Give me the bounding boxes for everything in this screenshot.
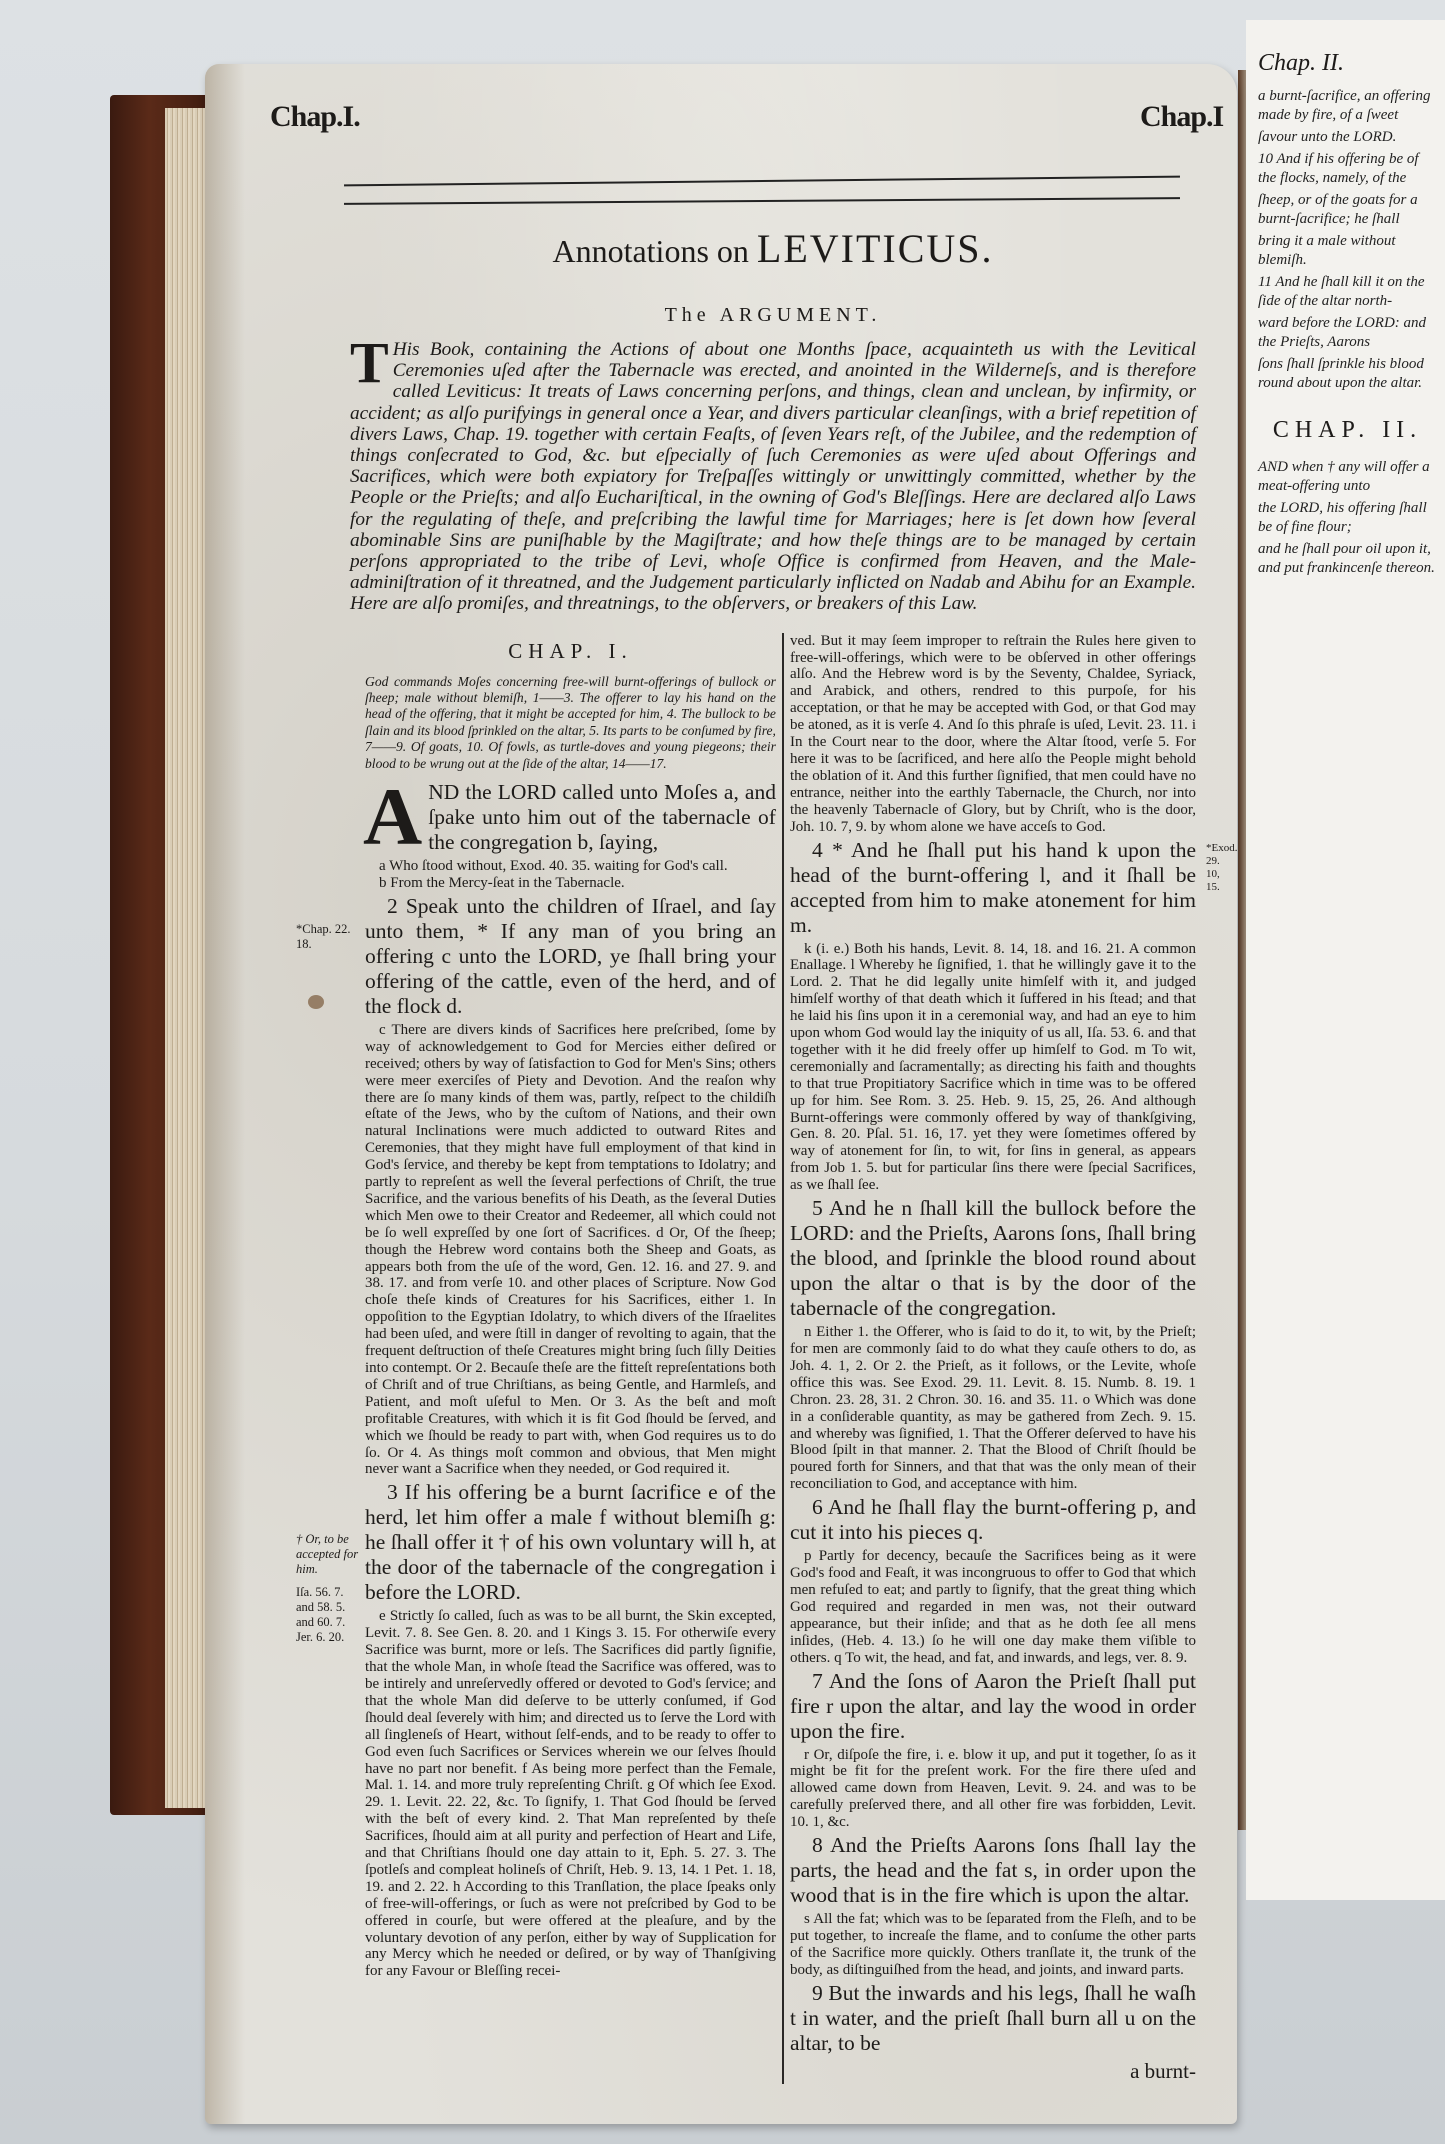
annotation: [790, 1324, 1196, 1493]
text: 4 * And he ſhall put his hand k upon the head of the burnt-offering l, and it ſhall be accepted from him to make atonement for him m.: [789, 837, 1196, 937]
text: a Who ſtood without, Exod. 40. 35. waiting for God's call.: [379, 858, 728, 875]
annotation: [365, 858, 776, 875]
margin-note: *Chap. 22. 18.: [296, 921, 351, 951]
text: p Partly for decency, becauſe the Sacrifices being as it were God's food and Feaſt, it was incongruous to offer to God that which men refuſed to eat; and partly to ſignify, that the great thing which God required and regarded in men was, not their outward appearance, but their inſide; and that as he doth ſee all mens inſides, (Heb. 4. 13.) ſo he will one day make them viſible to others. q To wit, the head, and fat, and inwards, and legs, ver. 8. 9.: [789, 1548, 1196, 1666]
text: e Strictly ſo called, ſuch as was to be all burnt, the Skin excepted, Levit. 7. 8. See Gen. 8. 20. and 1 Kings 3. 15. For otherwiſe every Sacrifice was burnt, more or leſs. The Sacrifices did partly ſignifie, that the whole Man, in whoſe ſtead the Sacrifice was offered, was to be intirely and unreſervedly offered or devoted to God's ſervice; and that the whole Man did deſerve to be utterly conſumed, if God ſhould deal ſeverely with him; and directed us to ſerve the Lord with all ſingleneſs of Heart, without ſelf-ends, and to be ready to offer to God even ſuch Sacrifices or Services wherein we our ſelves ſhould have no part nor benefit. f As being more perfect than the Female, Mal. 1. 14. and more truly repreſenting Chriſt. g Of which ſee Exod. 29. 1. Levit. 22. 22, &c. To ſignify, 1. That God ſhould be ſerved with the beſt of every kind. 2. That Man repreſented by theſe Sacrifices, ſhould aim at all purity and perfection of Heart and Life, and that Chriſtians ſhould one day attain to it, Eph. 5. 27. 3. The ſpotleſs and compleat holineſs of Chriſt, Heb. 9. 13, 14. 1 Pet. 1. 18, 19. and 2. 22. h According to this Tranſlation, the place ſpeaks only of free-will-offerings, or ſuch as were not preſcribed by God to be offered in courſe, but were offered at the pleaſure, and by the voluntary devotion of any perſon, either by way of Supplication for any Mercy which he needed or deſired, or by way of Thanſgiving for any Favour or Bleſſing recei-: [365, 1608, 776, 1980]
foxing-stain: [308, 995, 324, 1009]
text: 7 And the ſons of Aaron the Prieſt ſhall put fire r upon the altar, and lay the wood in order upon the fire.: [789, 1668, 1196, 1743]
text: 6 And he ſhall flay the burnt-offering p, and cut it into his pieces q.: [789, 1495, 1196, 1545]
facing-page-line: the LORD, his offering ſhall be of fine flour;: [1258, 500, 1427, 535]
facing-page-line: and he ſhall pour oil upon it, and put frankincenſe thereon.: [1258, 541, 1435, 576]
drop-cap: A: [363, 771, 423, 863]
book-gutter: [1238, 70, 1246, 1830]
text: ND the LORD called unto Moſes a, and ſpake unto him out of the tabernacle of the congregation b, ſaying,: [428, 780, 776, 855]
argument-heading: The ARGUMENT.: [664, 304, 882, 326]
text: ved. But it may ſeem improper to reſtrain the Rules here given to free-will-offerings, which were to be obſerved in other offerings alſo. And the Hebrew word is by the Seventy, Chaldee, Syriack, and Arabick, and others, rendred to this purpoſe, for his acceptation, or that he may be accepted with God, or that God may be atoned, as it is verſe 4. And ſo this phraſe is uſed, Levit. 23. 11. i In the Court near to the door, where the Altar ſtood, verſe 5. For here it was to be ſacrificed, and here alſo the People might behold the oblation of it. And this further ſignified, that men could have no entrance, neither into the earthly Tabernacle, the Church, nor into the heavenly Tabernacle of Glory, but by Chriſt, who is the door, Joh. 10. 7, 9. by whom alone we have acceſs to God.: [789, 632, 1196, 835]
annotation: [790, 1911, 1196, 1979]
catchword: [790, 2059, 1196, 2084]
verse: [363, 771, 776, 863]
running-head-right: Chap.I: [1140, 100, 1224, 133]
facing-page-text: [1258, 458, 1437, 578]
verse: [365, 894, 776, 1019]
page-shadow: [205, 64, 245, 2124]
text: n Either 1. the Offerer, who is ſaid to do it, to wit, by the Prieſt; for men are commonly ſaid to do what they cauſe others to do, as Joh. 4. 1, 2. Or 2. the Prieſt, as it follows, or the Levite, whoſe office this was. See Exod. 29. 11. Levit. 8. 15. Numb. 8. 19. 1 Chron. 23. 28, 31. 2 Chron. 30. 16. and 35. 11. o Which was done in a conſiderable quantity, as may be gathered from Zech. 9. 15. and whereby was ſignified, 1. That the Offerer deſerved to have his Blood ſpilt in that manner. 2. That the Blood of Chriſt ſhould be poured forth for Sinners, and that that was the only mean of their reconciliation to God, and acceptance with him.: [789, 1324, 1196, 1493]
annotation: [790, 941, 1196, 1195]
facing-page-line: ward before the LORD: and the Prieſts, Aarons: [1258, 315, 1427, 350]
text: 5 And he n ſhall kill the bullock before the LORD: and the Prieſts, Aarons ſons, ſhall bring the blood, and ſprinkle the blood round about upon the altar o that is by the door of the tabernacle of the congregation.: [789, 1196, 1196, 1321]
facing-running-head: Chap. II.: [1258, 50, 1344, 76]
facing-page-line: 11 And he ſhall kill it on the ſide of the altar north-: [1258, 274, 1425, 309]
verse: [365, 1480, 776, 1605]
argument-text: [350, 330, 1196, 615]
left-column: [365, 633, 776, 2084]
chapter-heading: [365, 639, 776, 664]
facing-page-line: 10 And if his offering be of the flocks, namely, of the: [1258, 151, 1419, 186]
chapter-summary: [365, 674, 776, 772]
margin-note: † Or, to be accepted for him.: [296, 1532, 359, 1577]
text: k (i. e.) Both his hands, Levit. 8. 14, 18. and 16. 21. A common Enallage. l Whereby he ſignified, 1. that he willingly gave it to the Lord. 2. That he did legally unite himſelf with it, and judged himſelf worthy of that death which it ſuffered in his ſtead; and that he laid his ſins upon it in a ceremonial way, and had an eye to him upon whom God would lay the iniquity of us all, Iſa. 53. 6. and that together with it he did freely offer up himſelf to God. m To wit, ceremonially and ſacramentally; as directing his faith and thoughts to that true Propitiatory Sacrifice which in time was to be offered up for him. See Rom. 3. 25. Heb. 9. 15, 25, 26. And although Burnt-offerings were commonly offered by way of thankſgiving, Gen. 8. 20. Pſal. 51. 16, 17. yet they were ſometimes offered by way of atonement for ſin, to wit, for ſins in general, as appears from Job 1. 5. but for particular ſins there were ſpecial Sacrifices, as we ſhall ſee.: [789, 940, 1196, 1194]
argument-body: His Book, containing the Actions of about one Months ſpace, acquainteth us with the Levitical Ceremonies uſed after the Tabernacle was erected, and anointed in the Wilderneſs, and is therefore called Leviticus: It treats of Laws concerning perſons, and things, clean and unclean, by infirmity, or accident; as alſo purifyings in general once a Year, and divers particular cleanſings, with a brief repetition of divers Laws, Chap. 19. together with certain Feaſts, of ſeven Years reſt, of the Jubilee, and the redemption of things conſecrated to God, &c. but eſpecially of ſuch Ceremonies as were uſed about Offerings and Sacrifices, which were both expiatory for Treſpaſſes wittingly or unwittingly committed, whether by the People or the Prieſts; and alſo Euchariſtical, in the owning of God's Bleſſings. Here are declared alſo Laws for the regulating of theſe, and preſcribing the lawful time for Marriages; here is ſet down how ſeveral abominable Sins are puniſhable by the Magiſtrate; and how theſe things are to be managed by certain perſons appropriated to the tribe of Levi, whoſe Office is confirmed from Heaven, and the Male-adminiſtration of it threatned, and the Judgement particularly inflicted on Nadab and Abihu for an Example. Here are alſo promiſes, and threatnings, to the obſervers, or breakers of this Law.: [350, 339, 1196, 615]
verse: [790, 1669, 1196, 1744]
verse: [790, 1981, 1196, 2056]
facing-page-line: a burnt-ſacrifice, an offering made by fire, of a ſweet: [1258, 88, 1431, 123]
annotation: [790, 1548, 1196, 1666]
text: God commands Moſes concerning free-will burnt-offerings of bullock or ſheep; male without blemiſh, 1——3. The offerer to lay his hand on the head of the offering, that it might be accepted for him, 4. The bullock to be ſlain and its blood ſprinkled on the altar, 5. Its parts to be conſumed by fire, 7——9. Of goats, 10. Of fowls, as turtle-doves and young piegeons; their blood to be wrung out at the ſide of the altar, 14——17.: [365, 673, 776, 771]
annotation: [790, 1747, 1196, 1832]
annotation: [365, 1022, 776, 1478]
facing-page-line: AND when † any will offer a meat-offering unto: [1258, 459, 1430, 494]
annotation: [365, 875, 776, 892]
title-book: LEVITICUS.: [756, 226, 994, 271]
facing-page-line: bring it a male without blemiſh.: [1258, 233, 1396, 268]
facing-page-line: ſheep, or of the goats for a burnt-ſacrifice; he ſhall: [1258, 192, 1418, 227]
columns: [365, 633, 1196, 2084]
facing-page-line: ſons ſhall ſprinkle his blood round about upon the altar.: [1258, 356, 1424, 391]
margin-note: Iſa. 56. 7. and 58. 5. and 60. 7. Jer. 6. 20.: [296, 1585, 346, 1644]
text: r Or, diſpoſe the fire, i. e. blow it up, and put it together, ſo as it might be fit for the preſent work. For the fire there uſed and allowed came down from Heaven, Levit. 9. 24. and was to be carefully preſerved there, and all other fire was forbidden, Levit. 10. 1, &c.: [789, 1746, 1196, 1831]
text: 3 If his offering be a burnt ſacrifice e of the herd, let him offer a male f without blemiſh g: he ſhall offer it † of his own voluntary will h, at the door of the tabernacle of the congregation i before the LORD.: [365, 1480, 776, 1605]
text: c There are divers kinds of Sacrifices here preſcribed, ſome by way of acknowledgement to God for Mercies either deſired or received; others by way of ſatisfaction to God for Men's Sins; others were meer exerciſes of Piety and Devotion. And the reaſon why there are ſo many kinds of them was, partly, reſpect to the childiſh eſtate of the Jews, who by the cuſtom of Nations, and their own natural Inclinations were much addicted to outward Rites and Ceremonies, that they might have full employment of that kind in God's ſervice, and thereby be kept from temptations to Idolatry; and partly to repreſent as well the ſeveral perfections of Chriſt, the true Sacrifice, and the various benefits of his Death, as the ſeveral Duties which Men owe to their Creator and Redeemer, all which could not be ſo well expreſſed by one ſort of Sacrifices. d Or, Of the ſheep; though the Hebrew word contains both the Sheep and Goats, as appears both from the uſe of the word, Gen. 12. 16. and 27. 9. and 38. 17. and from verſe 10. and other places of Scripture. Now God choſe theſe kinds of Creatures for his Sacrifices, either 1. In oppoſition to the Egyptian Idolatry, to which divers of the Iſraelites had been uſed, and were ſtill in danger of revolting to again, that the frequent deſtruction of theſe Creatures might bring ſuch ſilly Deities into contempt. Or 2. Becauſe theſe are the fitteſt repreſentations both of Chriſt and of true Chriſtians, as being Gentle, and Harmleſs, and Patient, and moſt uſeful to Men. Or 3. As the beſt and moſt profitable Creatures, with which it is fit God ſhould be ſerved, and which we ſhould be ready to part with, when God requires us to do ſo. Or 4. As things moſt common and obvious, that Men might never want a Sacrifice when they needed, or God required it.: [365, 1021, 776, 1478]
text: CHAP. I.: [508, 638, 633, 663]
text: s All the fat; which was to be ſeparated from the Fleſh, and to be put together, to increaſe the flame, and to conſume the other parts of the Sacrifice more quickly. Others tranſlate it, the trunk of the body, as diſtinguiſhed from the head, and joints, and inward parts.: [789, 1911, 1196, 1978]
facing-chapter-heading: CHAP. II.: [1272, 417, 1423, 443]
drop-cap: T: [350, 330, 389, 395]
margin-note: *Exod. 29. 10, 15.: [1206, 841, 1238, 893]
text: 9 But the inwards and his legs, ſhall he waſh t in water, and the prieſt ſhall burn all u on the altar, to be: [789, 1980, 1196, 2055]
facing-page-line: ſavour unto the LORD.: [1258, 129, 1397, 145]
title-prefix: Annotations on: [552, 233, 749, 269]
page-content: [350, 226, 1196, 2084]
verse: [790, 1495, 1196, 1545]
facing-page: [1246, 20, 1445, 1900]
annotation: [790, 633, 1196, 836]
verse: [790, 1196, 1196, 1321]
page-title: [350, 226, 1196, 274]
text: 2 Speak unto the children of Iſrael, and ſay unto them, * If any man of you bring an offering c unto the LORD, ye ſhall bring your offering of the cattle, even of the herd, and of the flock d.: [365, 893, 776, 1018]
text: a burnt-: [1130, 2058, 1196, 2083]
annotation: [365, 1608, 776, 1980]
text: 8 And the Prieſts Aarons ſons ſhall lay the parts, the head and the fat s, in order upon the wood that is in the fire which is upon the altar.: [789, 1833, 1196, 1908]
facing-page-text: [1258, 87, 1437, 393]
right-column: [790, 633, 1196, 2084]
running-head-left: Chap.I.: [270, 100, 360, 133]
verse: [790, 1833, 1196, 1908]
text: b From the Mercy-ſeat in the Tabernacle.: [379, 874, 625, 891]
verse: [790, 838, 1196, 938]
column-divider: [782, 633, 784, 2084]
